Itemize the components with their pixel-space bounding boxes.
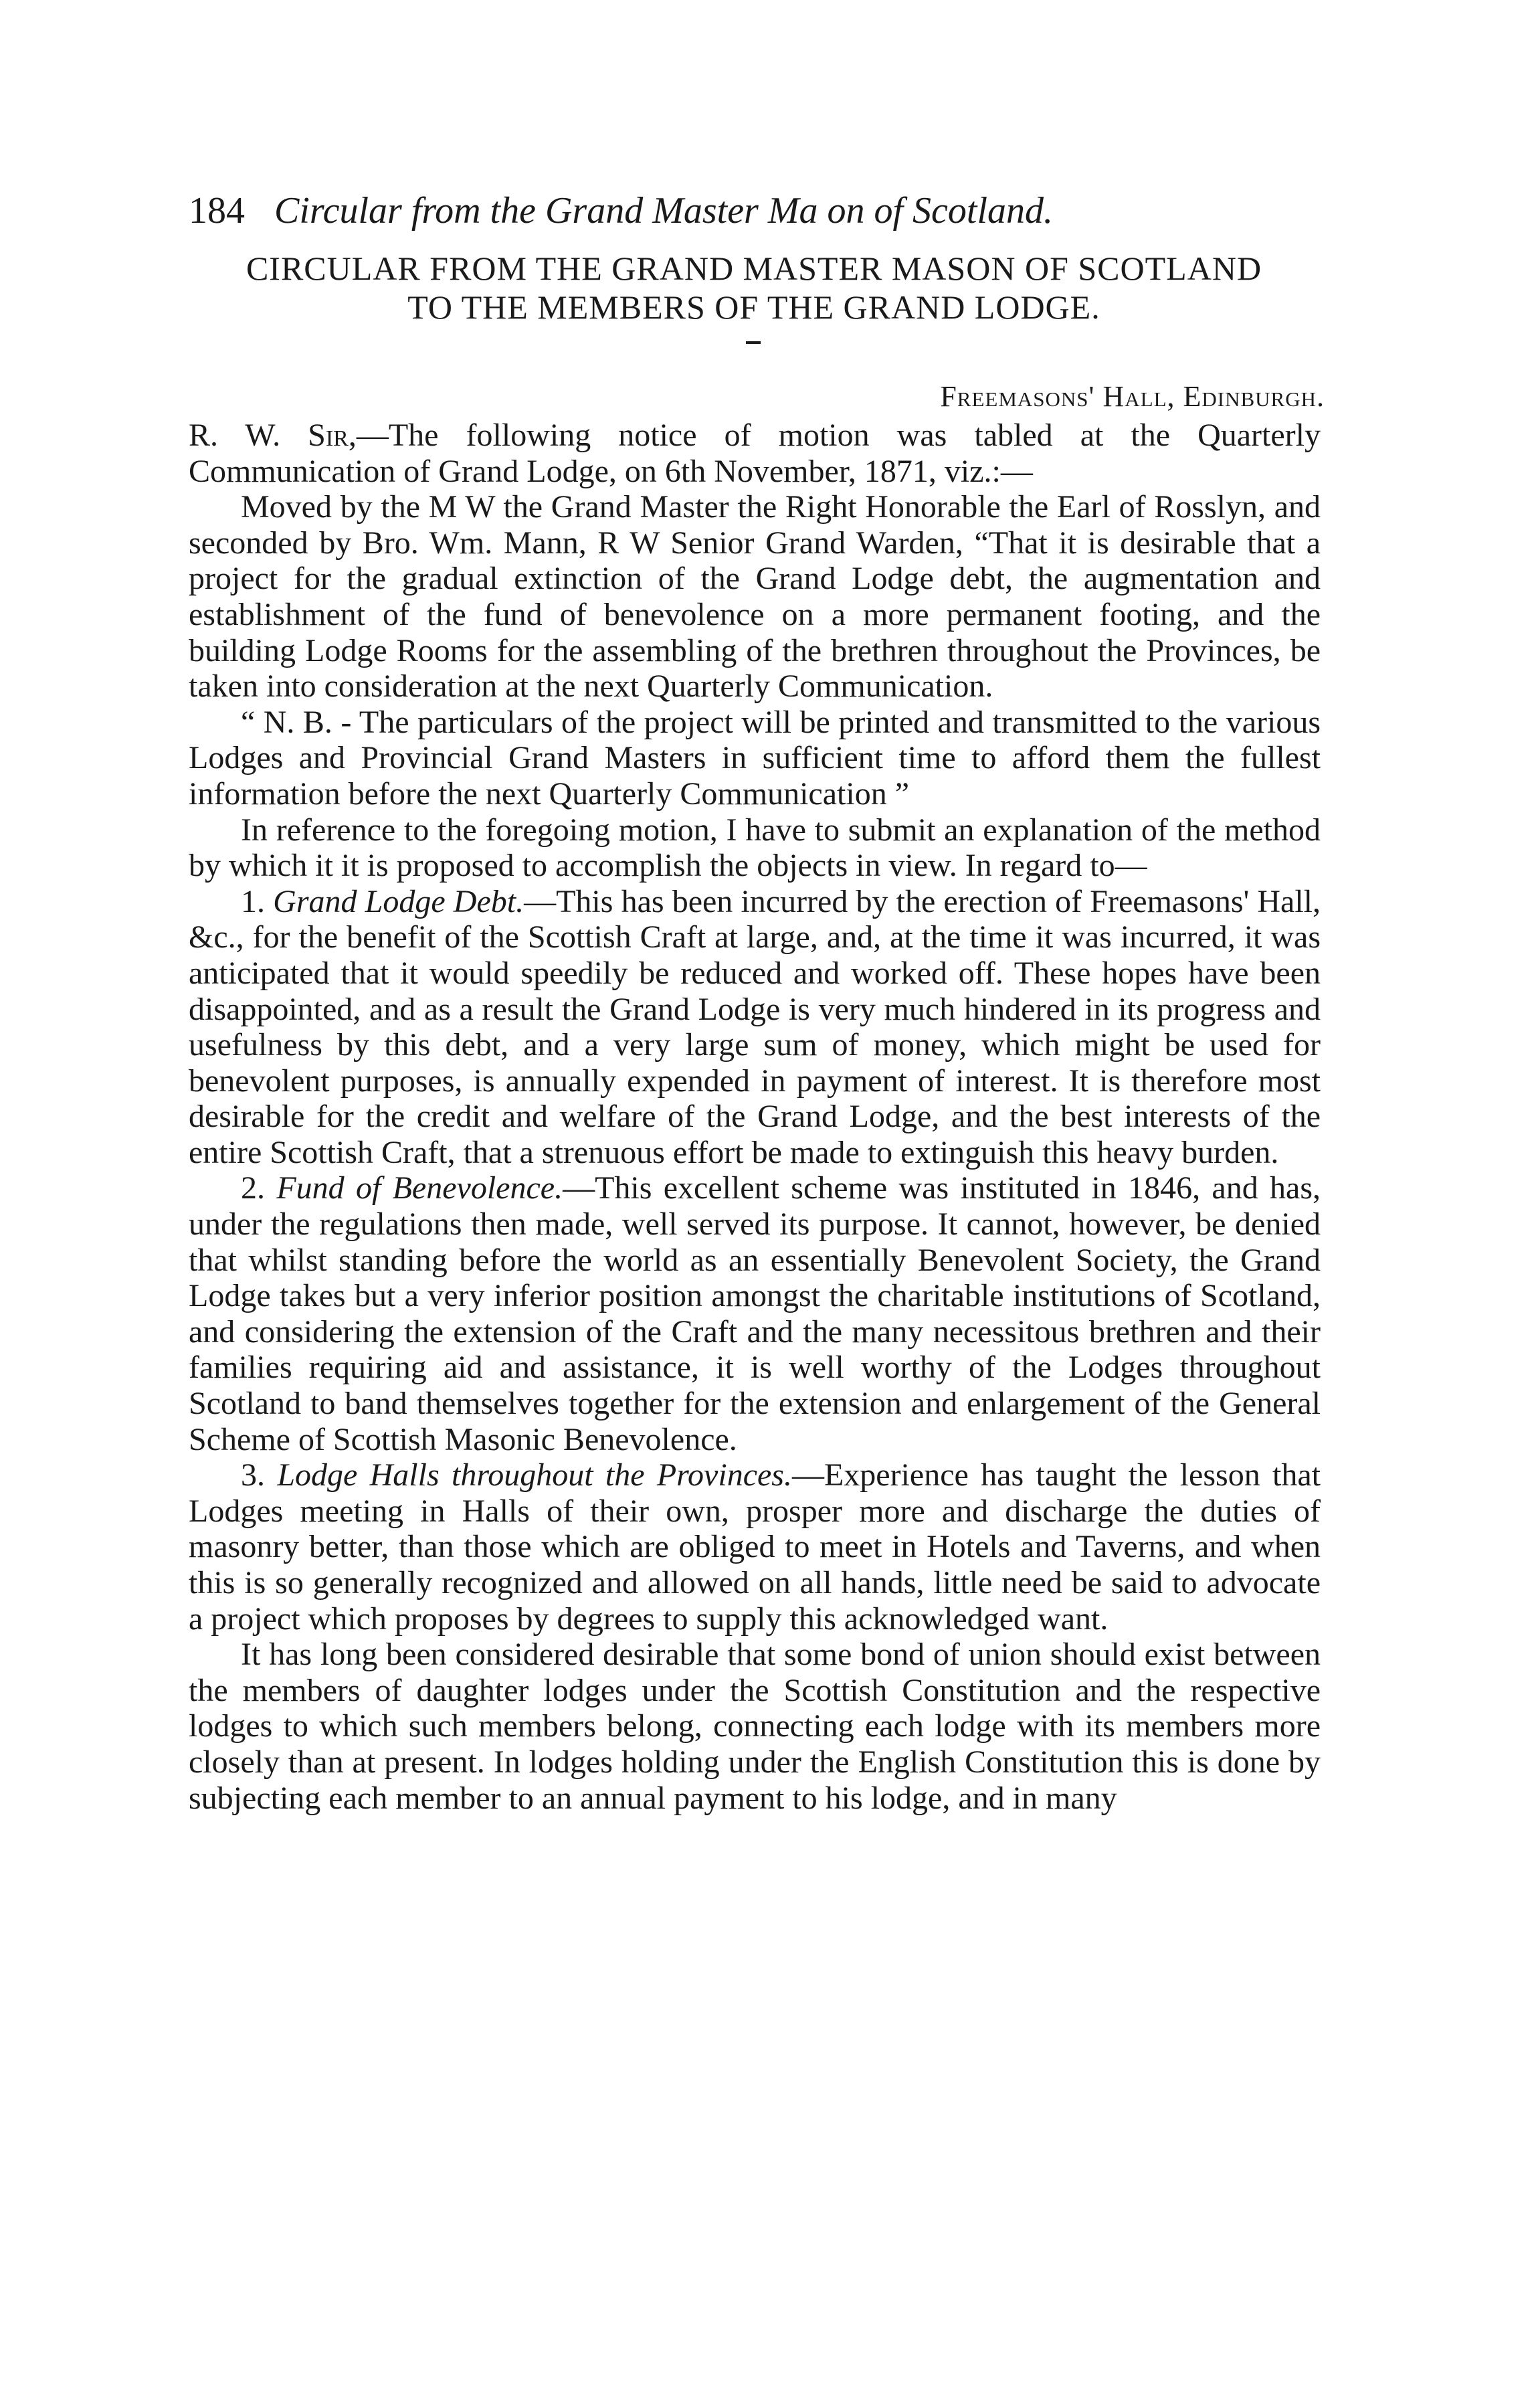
running-head <box>189 189 1326 233</box>
circular-title <box>189 249 1319 327</box>
item-grand-lodge-debt <box>189 884 1321 1171</box>
item-fund-of-benevolence <box>189 1170 1321 1457</box>
item-3-text: —Experience has taught the lesson that Lodges meeting in Halls of their own, prosper more and discharge the duties of masonry better, than those which are obliged to meet in Hotels and Taverns, and when this is so generally recognized and allowed on all hands, little need be said to advocate a project which proposes by degrees to supply this acknowledged want. <box>189 1457 1321 1637</box>
title-separator <box>746 341 761 344</box>
circular-title-line-2: TO THE MEMBERS OF THE GRAND LODGE. <box>407 288 1100 326</box>
item-1-heading: Grand Lodge Debt. <box>273 883 524 919</box>
running-head-title: Circular from the Grand Master Ma on of Scotland. <box>274 190 1054 232</box>
item-2-heading: Fund of Benevolence. <box>276 1170 563 1206</box>
item-3-heading: Lodge Halls throughout the Provinces. <box>277 1457 792 1493</box>
closing-paragraph: It has long been considered desirable that some bond of union should exist between the members of daughter lodges under the Scottish Constitution and the respective lodges to which such members belong, connecting each lodge with its members more closely than at present. In lodges holding under the English Constitution this is done by subjecting each member to an annual payment to his lodge, and in many <box>189 1637 1321 1816</box>
salutation-paragraph <box>189 418 1321 489</box>
dateline-place: Freemasons' Hall, Edinburgh. <box>940 380 1325 413</box>
item-1-text: —This has been incurred by the erection of Freemasons' Hall, &c., for the benefit of the Scottish Craft at large, and, at the time it was incurred, it was anticipated that it would speedily be reduced and worked off. These hopes have been disappointed, and as a result the Grand Lodge is very much hindered in its progress and usefulness by this debt, and a very large sum of money, which might be used for benevolent purposes, is annually expended in payment of interest. It is therefore most desirable for the credit and welfare of the Grand Lodge, and the best interests of the entire Scottish Craft, that a strenuous effort be made to extinguish this heavy burden. <box>189 883 1321 1170</box>
letter-body <box>189 418 1321 1816</box>
salutation-text: —The following notice of motion was tabled at the Quarterly Communication of Grand Lodge, on 6th November, 1871, viz.:— <box>189 418 1321 489</box>
item-2-number: 2. <box>241 1170 265 1206</box>
salutation: R. W. Sir, <box>189 418 357 453</box>
item-3-number: 3. <box>241 1457 265 1493</box>
item-2-text: —This excellent scheme was instituted in 1846, and has, under the regulations then made, well served its purpose. It cannot, however, be denied that whilst standing before the world as an essentially Benevolent Society, the Grand Lodge takes but a very inferior position amongst the charitable institutions of Scotland, and considering the extension of the Craft and the many necessitous brethren and their families requiring aid and assistance, it is well worthy of the Lodges throughout Scotland to band themselves together for the extension and enlargement of the General Scheme of Scottish Masonic Benevolence. <box>189 1170 1321 1457</box>
circular-title-line-1: CIRCULAR FROM THE GRAND MASTER MASON OF SCOTLAND <box>246 250 1262 287</box>
nota-bene-paragraph: “ N. B. - The particulars of the project will be printed and transmitted to the various Lodges and Provincial Grand Masters in sufficient time to afford them the fullest information before the next Quarterly Communication ” <box>189 704 1321 812</box>
page-number: 184 <box>189 190 245 232</box>
motion-paragraph: Moved by the M W the Grand Master the Right Honorable the Earl of Rosslyn, and seconded by Bro. Wm. Mann, R W Senior Grand Warden, “That it is desirable that a project for the gradual extinction of the Grand Lodge debt, the augmentation and establishment of the fund of benevolence on a more permanent footing, and the building Lodge Rooms for the assembling of the brethren throughout the Provinces, be taken into consideration at the next Quarterly Communication. <box>189 489 1321 705</box>
item-1-number: 1. <box>241 883 265 919</box>
item-lodge-halls <box>189 1457 1321 1637</box>
reference-paragraph: In reference to the foregoing motion, I have to submit an explanation of the method by which it it is proposed to accomplish the objects in view. In regard to— <box>189 812 1321 884</box>
